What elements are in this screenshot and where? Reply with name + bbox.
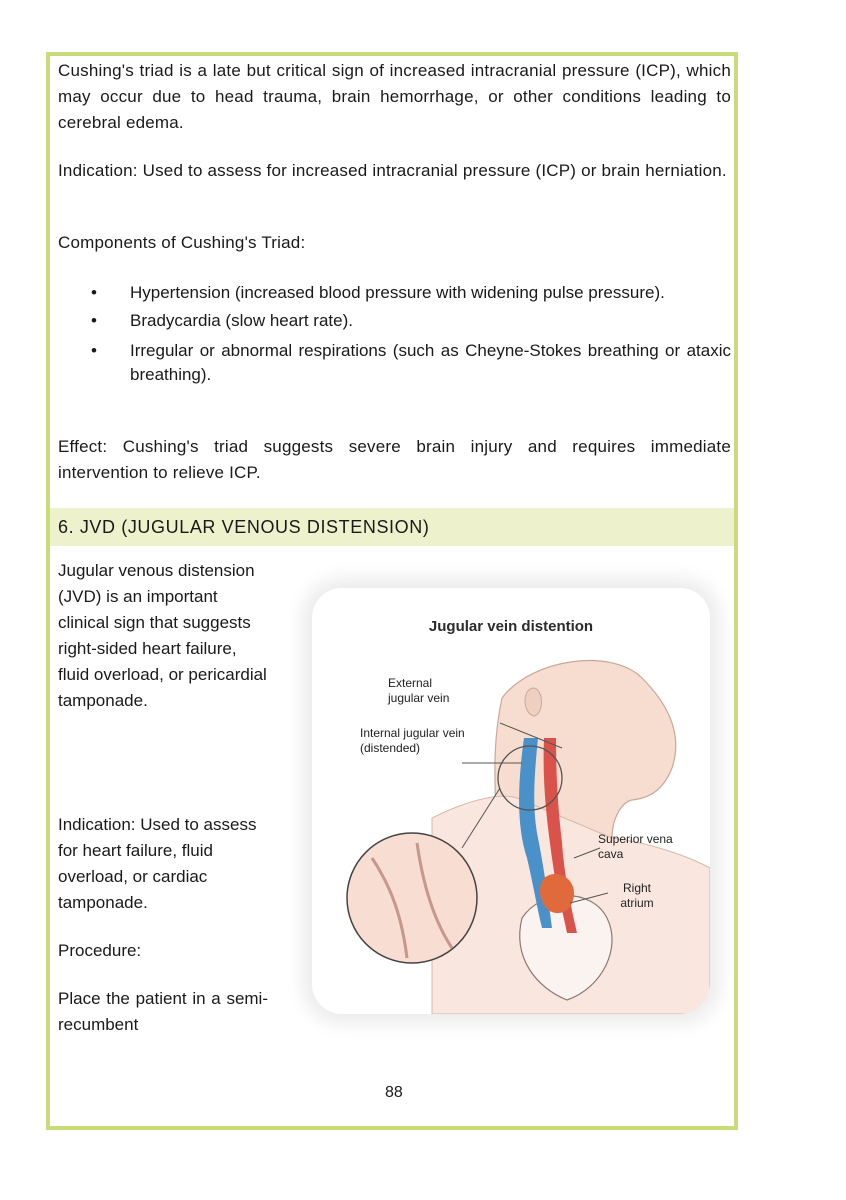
indication-paragraph: Indication: Used to assess for increased intracranial pressure (ICP) or brain herniation. [58,161,727,180]
section-heading: 6. JVD (JUGULAR VENOUS DISTENSION) [50,508,734,546]
bullet-icon: • [91,283,97,302]
magnified-view [347,833,477,963]
effect-paragraph: Effect: Cushing's triad suggests severe brain injury and requires immediate intervention to relieve ICP. [58,437,731,482]
components-heading: Components of Cushing's Triad: [58,233,306,252]
list-item: • Hypertension (increased blood pressure with widening pulse pressure). [58,281,731,305]
procedure-label: Procedure: [58,941,142,960]
intro-paragraph: Cushing's triad is a late but critical sign of increased intracranial pressure (ICP), which may occur due to head trauma, brain hemorrhage, or other conditions leading to cerebral edema. [58,61,731,132]
procedure-step: Place the patient in a semi-recumbent [58,989,268,1034]
label-right-atrium: Right atrium [620,881,654,910]
page-number: 88 [385,1084,403,1101]
jvd-illustration [312,588,710,1014]
figure-title: Jugular vein distention [428,618,594,635]
anatomy-drawing [312,588,710,1014]
triad-list [58,281,731,387]
label-external-jugular: External jugular vein [388,676,450,705]
label-internal-jugular: Internal jugular vein (distended) [360,726,465,755]
bullet-icon: • [91,341,97,360]
list-item: • Irregular or abnormal respirations (such as Cheyne-Stokes breathing or ataxic breathing). [91,341,731,384]
jvd-indication: Indication: Used to assess for heart failure, fluid overload, or cardiac tamponade. [58,815,257,912]
list-item: • Bradycardia (slow heart rate). [58,309,731,333]
jvd-definition: Jugular venous distension (JVD) is an important clinical sign that suggests right-sided heart failure, fluid overload, or pericardial tamponade. [58,561,267,710]
label-superior-vena-cava: Superior vena cava [598,832,673,861]
bullet-icon: • [91,311,97,330]
